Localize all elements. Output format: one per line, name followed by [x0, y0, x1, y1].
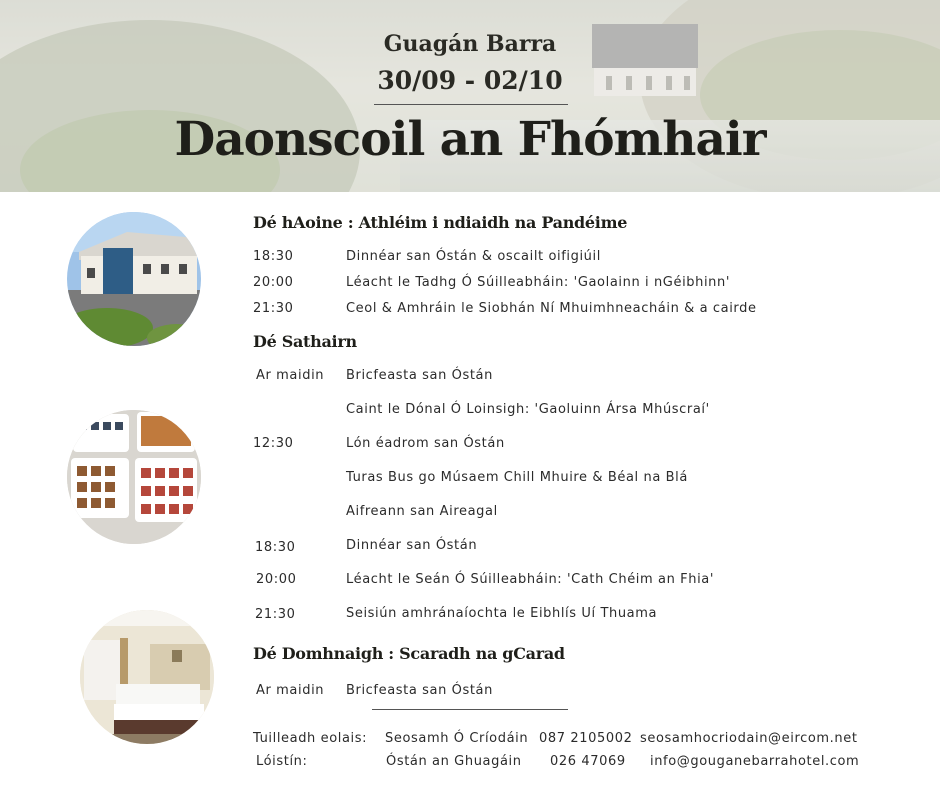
friday-heading: Dé hAoine : Athléim i ndiaidh na Pandéime — [253, 213, 628, 232]
lodging-name: Óstán an Ghuagáin — [386, 754, 522, 769]
sunday-event-1: Bricfeasta san Óstán — [346, 683, 493, 698]
hotel-bedroom-photo — [80, 610, 214, 744]
sunday-heading: Dé Domhnaigh : Scaradh na gCarad — [253, 644, 565, 663]
saturday-event-4: Turas Bus go Músaem Chill Mhuire & Béal na Blá — [346, 470, 688, 485]
lodging-phone: 026 47069 — [550, 754, 626, 769]
info-email[interactable]: seosamhocriodain@eircom.net — [640, 731, 858, 746]
friday-event-2: Léacht le Tadhg Ó Súilleabháin: 'Gaolainn i nGéibhinn' — [346, 275, 731, 290]
saturday-event-7: Léacht le Seán Ó Súilleabháin: 'Cath Chéim an Fhia' — [346, 572, 715, 587]
saturday-event-6: Dinnéar san Óstán — [346, 538, 478, 553]
info-phone: 087 2105002 — [539, 731, 633, 746]
hero-divider — [374, 104, 568, 105]
info-name: Seosamh Ó Críodáin — [385, 731, 529, 746]
friday-event-1: Dinnéar san Óstán & oscailt oifigiúil — [346, 249, 601, 264]
pastry-trays-illustration — [67, 410, 201, 544]
saturday-time-6: 18:30 — [255, 540, 296, 555]
info-label: Tuilleadh eolais: — [253, 731, 368, 746]
friday-time-3: 21:30 — [253, 301, 294, 316]
saturday-heading: Dé Sathairn — [253, 332, 357, 351]
hero-banner — [0, 0, 940, 192]
saturday-event-3: Lón éadrom san Óstán — [346, 436, 505, 451]
lodging-label: Lóistín: — [256, 754, 308, 769]
saturday-time-3: 12:30 — [253, 436, 294, 451]
saturday-event-2: Caint le Dónal Ó Loinsigh: 'Gaoluinn Ársa Mhúscraí' — [346, 402, 710, 417]
saturday-time-8: 21:30 — [255, 607, 296, 622]
event-dates: 30/09 - 02/10 — [377, 66, 563, 95]
saturday-event-8: Seisiún amhránaíochta le Eibhlís Uí Thuama — [346, 606, 658, 621]
friday-time-1: 18:30 — [253, 249, 294, 264]
saturday-event-1: Bricfeasta san Óstán — [346, 368, 493, 383]
lodging-email[interactable]: info@gouganebarrahotel.com — [650, 754, 860, 769]
saturday-time-1: Ar maidin — [256, 368, 325, 383]
sunday-time-1: Ar maidin — [256, 683, 325, 698]
saturday-time-7: 20:00 — [256, 572, 297, 587]
friday-event-3: Ceol & Amhráin le Siobhán Ní Mhuimhneacháin & a cairde — [346, 301, 757, 316]
hotel-exterior-illustration — [67, 212, 201, 346]
pastry-trays-photo — [67, 410, 201, 544]
friday-time-2: 20:00 — [253, 275, 294, 290]
hotel-exterior-photo — [67, 212, 201, 346]
footer-divider — [372, 709, 568, 710]
place-name: Guagán Barra — [383, 31, 557, 57]
hotel-bedroom-illustration — [80, 610, 214, 744]
saturday-event-5: Aifreann san Aireagal — [346, 504, 498, 519]
page-title: Daonscoil an Fhómhair — [174, 112, 766, 167]
